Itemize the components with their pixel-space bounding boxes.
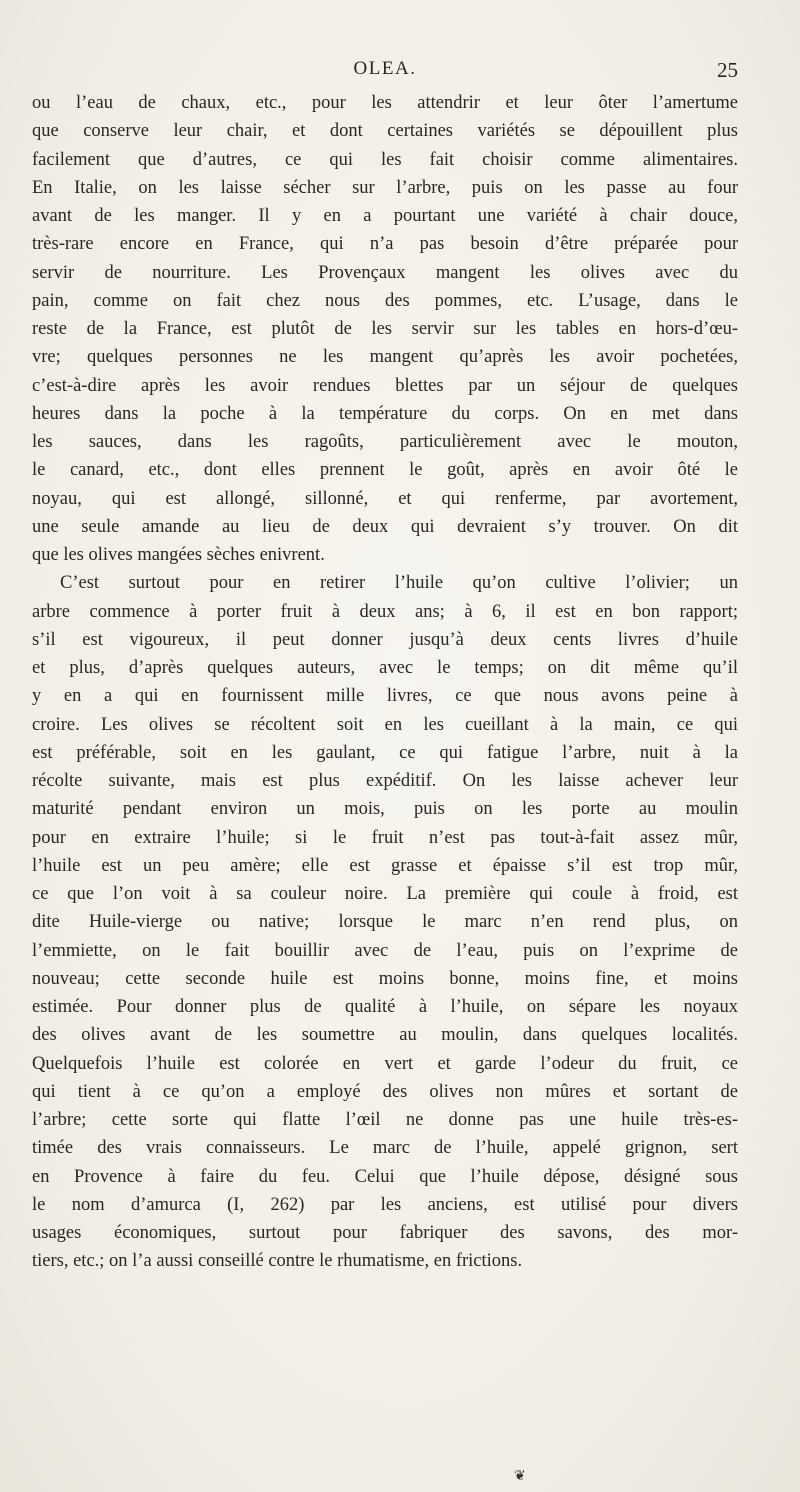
text-line: vre; quelques personnes ne les mangent qu’après les avoir pochetées,	[32, 347, 738, 368]
text-line: reste de la France, est plutôt de les servir sur les tables en hors-d’œu-	[32, 319, 738, 339]
body-text	[32, 89, 738, 1276]
text-line: l’huile est un peu amère; elle est grasse et épaisse s’il est trop mûr,	[32, 855, 738, 876]
text-line: pour en extraire l’huile; si le fruit n’est pas tout-à-fait assez mûr,	[32, 827, 738, 848]
text-line: des olives avant de les soumettre au moulin, dans quelques localités.	[32, 1025, 738, 1046]
text-line: servir de nourriture. Les Provençaux mangent les olives avec du	[32, 262, 738, 283]
text-line: une seule amande au lieu de deux qui devraient s’y trouver. On dit	[32, 516, 738, 537]
text-line: maturité pendant environ un mois, puis on les porte au moulin	[32, 799, 738, 820]
text-line: croire. Les olives se récoltent soit en les cueillant à la main, ce qui	[32, 714, 738, 735]
page-number: 25	[717, 58, 738, 82]
text-line: est préférable, soit en les gaulant, ce qui fatigue l’arbre, nuit à la	[32, 742, 738, 763]
text-line: l’arbre; cette sorte qui flatte l’œil ne donne pas une huile très-es-	[32, 1110, 738, 1130]
text-line: tiers, etc.; on l’a aussi conseillé contre le rhumatisme, en frictions.	[32, 1251, 523, 1272]
text-line: s’il est vigoureux, il peut donner jusqu’à deux cents livres d’huile	[32, 629, 738, 650]
fleuron-ornament: ❦	[514, 1468, 526, 1484]
text-line: noyau, qui est allongé, sillonné, et qui renferme, par avortement,	[32, 488, 738, 509]
paragraph-1	[32, 89, 738, 569]
text-line: que les olives mangées sèches enivrent.	[32, 545, 325, 565]
text-line: C’est surtout pour en retirer l’huile qu’on cultive l’olivier; un	[60, 573, 738, 594]
running-title: OLEA.	[353, 58, 417, 79]
text-line: le nom d’amurca (I, 262) par les anciens, est utilisé pour divers	[32, 1194, 738, 1215]
text-line: nouveau; cette seconde huile est moins bonne, moins fine, et moins	[32, 968, 738, 989]
text-line: ce que l’on voit à sa couleur noire. La première qui coule à froid, est	[32, 884, 738, 904]
text-line: très-rare encore en France, qui n’a pas besoin d’être préparée pour	[32, 234, 738, 255]
text-line: le canard, etc., dont elles prennent le goût, après en avoir ôté le	[32, 460, 738, 481]
paragraph-2	[32, 569, 738, 1275]
text-line: les sauces, dans les ragoûts, particulièrement avec le mouton,	[32, 432, 738, 452]
text-line: c’est-à-dire après les avoir rendues blettes par un séjour de quelques	[32, 375, 738, 396]
text-line: ou l’eau de chaux, etc., pour les attendrir et leur ôter l’amertume	[32, 93, 738, 113]
text-line: heures dans la poche à la température du corps. On en met dans	[32, 403, 738, 424]
text-line: pain, comme on fait chez nous des pommes, etc. L’usage, dans le	[32, 290, 738, 311]
text-line: usages économiques, surtout pour fabriquer des savons, des mor-	[32, 1223, 738, 1243]
text-line: facilement que d’autres, ce qui les fait choisir comme alimentaires.	[32, 149, 738, 170]
text-line: y en a qui en fournissent mille livres, ce que nous avons peine à	[32, 686, 738, 707]
text-line: et plus, d’après quelques auteurs, avec le temps; on dit même qu’il	[32, 658, 738, 678]
text-line: l’emmiette, on le fait bouillir avec de l’eau, puis on l’exprime de	[32, 940, 738, 961]
text-line: dite Huile-vierge ou native; lorsque le marc n’en rend plus, on	[32, 912, 738, 933]
text-line: qui tient à ce qu’on a employé des olives non mûres et sortant de	[32, 1081, 738, 1102]
text-line: récolte suivante, mais est plus expéditif. On les laisse achever leur	[32, 771, 738, 791]
text-line: en Provence à faire du feu. Celui que l’huile dépose, désigné sous	[32, 1166, 738, 1187]
text-line: Quelquefois l’huile est colorée en vert et garde l’odeur du fruit, ce	[32, 1053, 738, 1074]
running-head	[32, 58, 738, 86]
text-line: arbre commence à porter fruit à deux ans; à 6, il est en bon rapport;	[32, 601, 738, 622]
text-line: estimée. Pour donner plus de qualité à l’huile, on sépare les noyaux	[32, 997, 738, 1017]
text-line: que conserve leur chair, et dont certaines variétés se dépouillent plus	[32, 121, 738, 142]
text-line: En Italie, on les laisse sécher sur l’arbre, puis on les passe au four	[32, 177, 738, 198]
text-line: timée des vrais connaisseurs. Le marc de l’huile, appelé grignon, sert	[32, 1138, 738, 1159]
text-line: avant de les manger. Il y en a pourtant une variété à chair douce,	[32, 206, 738, 226]
